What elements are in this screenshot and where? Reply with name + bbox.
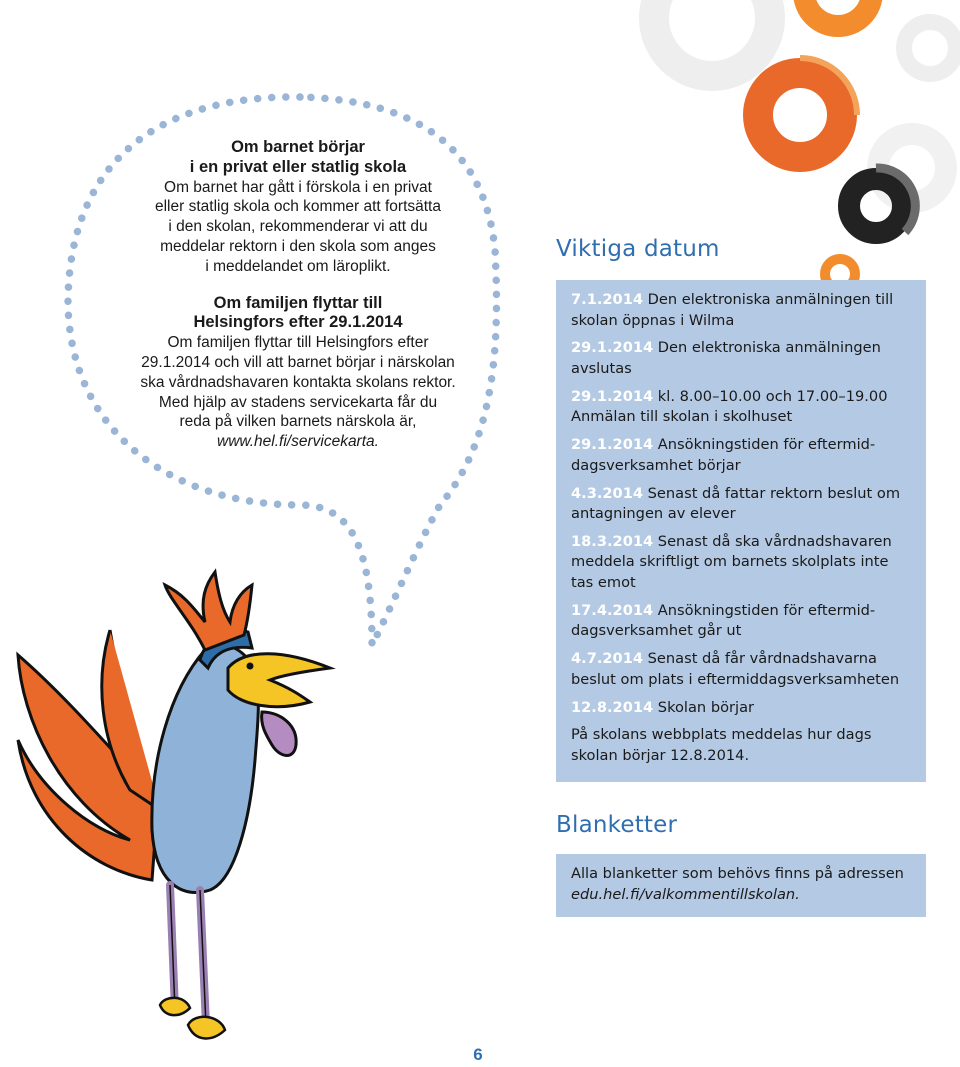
speech-bubble-text: [118, 138, 478, 452]
ring-black: [849, 179, 903, 233]
date-description: Ansökningstiden för eftermiddagsverksamhet börjar: [571, 436, 876, 474]
ring-gray-large: [654, 0, 770, 76]
date-description: Den elektroniska anmälningen till skolan öppnas i Wilma: [571, 291, 894, 329]
bubble-heading-private-school: Om barnet börjar i en privat eller statlig skola: [189, 138, 407, 176]
date-description: Den elektroniska anmälningen avslutas: [571, 339, 881, 377]
date-label: 29.1.2014: [571, 387, 654, 405]
bubble-paragraph-moving: Om familjen flyttar till Helsingfors efter 29.1.2014 och vill att barnet börjar i närskolan ska vårdnadshavaren kontakta skolans rektor. Med hjälp av stadens servicekarta får du reda på vilken barnets närskola är, www.hel.fi/servicekarta.: [118, 333, 478, 452]
rooster-foot-left: [160, 998, 190, 1015]
date-item: [571, 387, 911, 428]
forms-title: Blanketter: [556, 812, 678, 838]
important-dates-list: [571, 290, 911, 718]
rooster-foot-right: [188, 1017, 225, 1039]
rooster-eye: [247, 663, 254, 670]
date-item: [571, 435, 911, 476]
date-item: [571, 338, 911, 379]
forms-text: Alla blanketter som behövs finns på adressen edu.hel.fi/valkommentillskolan.: [571, 865, 904, 903]
date-label: 29.1.2014: [571, 436, 654, 454]
page-number: 6: [473, 1045, 483, 1064]
date-description: kl. 8.00–10.00 och 17.00–19.00 Anmälan till skolan i skolhuset: [571, 387, 888, 426]
bubble-heading-moving: Om familjen flyttar till Helsingfors efter 29.1.2014: [193, 293, 403, 332]
school-start-note: På skolans webbplats meddelas hur dags skolan börjar 12.8.2014.: [571, 726, 872, 764]
date-item: [571, 601, 911, 642]
ring-orange-large: [758, 73, 842, 157]
date-item: [571, 290, 911, 331]
forms-box: [556, 854, 926, 917]
date-item: [571, 484, 911, 525]
date-description: Skolan börjar: [653, 698, 755, 716]
rooster-comb: [165, 572, 252, 650]
date-label: 7.1.2014: [571, 291, 644, 308]
important-dates-box: [556, 280, 926, 782]
date-item: [571, 532, 911, 594]
date-label: 4.3.2014: [571, 484, 644, 502]
date-item: [571, 698, 911, 719]
servicekarta-link[interactable]: www.hel.fi/servicekarta.: [217, 433, 379, 451]
forms-link[interactable]: edu.hel.fi/valkommentillskolan.: [571, 885, 800, 903]
ring-orange-top: [804, 0, 872, 26]
bubble-paragraph-private-school: Om barnet har gått i förskola i en privat eller statlig skola och kommer att fortsätta i den skolan, rekommenderar vi att du meddelar rektorn i den skola som anges i meddelandet om läroplikt.: [154, 178, 441, 275]
ring-gray-top-right: [904, 22, 956, 74]
date-label: 4.7.2014: [571, 650, 644, 668]
important-dates-title: Viktiga datum: [556, 236, 720, 262]
rooster-illustration: [0, 560, 360, 1060]
date-description: Senast då ska vårdnadshavaren meddela skriftligt om barnets skolplats inte tas emot: [571, 532, 892, 592]
date-description: Ansökningstiden för eftermiddagsverksamhet går ut: [571, 601, 876, 640]
date-description: Senast då fattar rektorn beslut om antagningen av elever: [571, 484, 901, 523]
date-label: 12.8.2014: [571, 698, 654, 716]
date-label: 18.3.2014: [571, 532, 654, 550]
date-description: Senast då får vårdnadshavarna beslut om plats i eftermiddagsverksamheten: [571, 650, 900, 688]
date-item: [571, 649, 911, 690]
date-label: 29.1.2014: [571, 339, 654, 357]
rooster-beak: [228, 654, 330, 707]
date-label: 17.4.2014: [571, 601, 654, 619]
rooster-wattle: [262, 712, 297, 756]
